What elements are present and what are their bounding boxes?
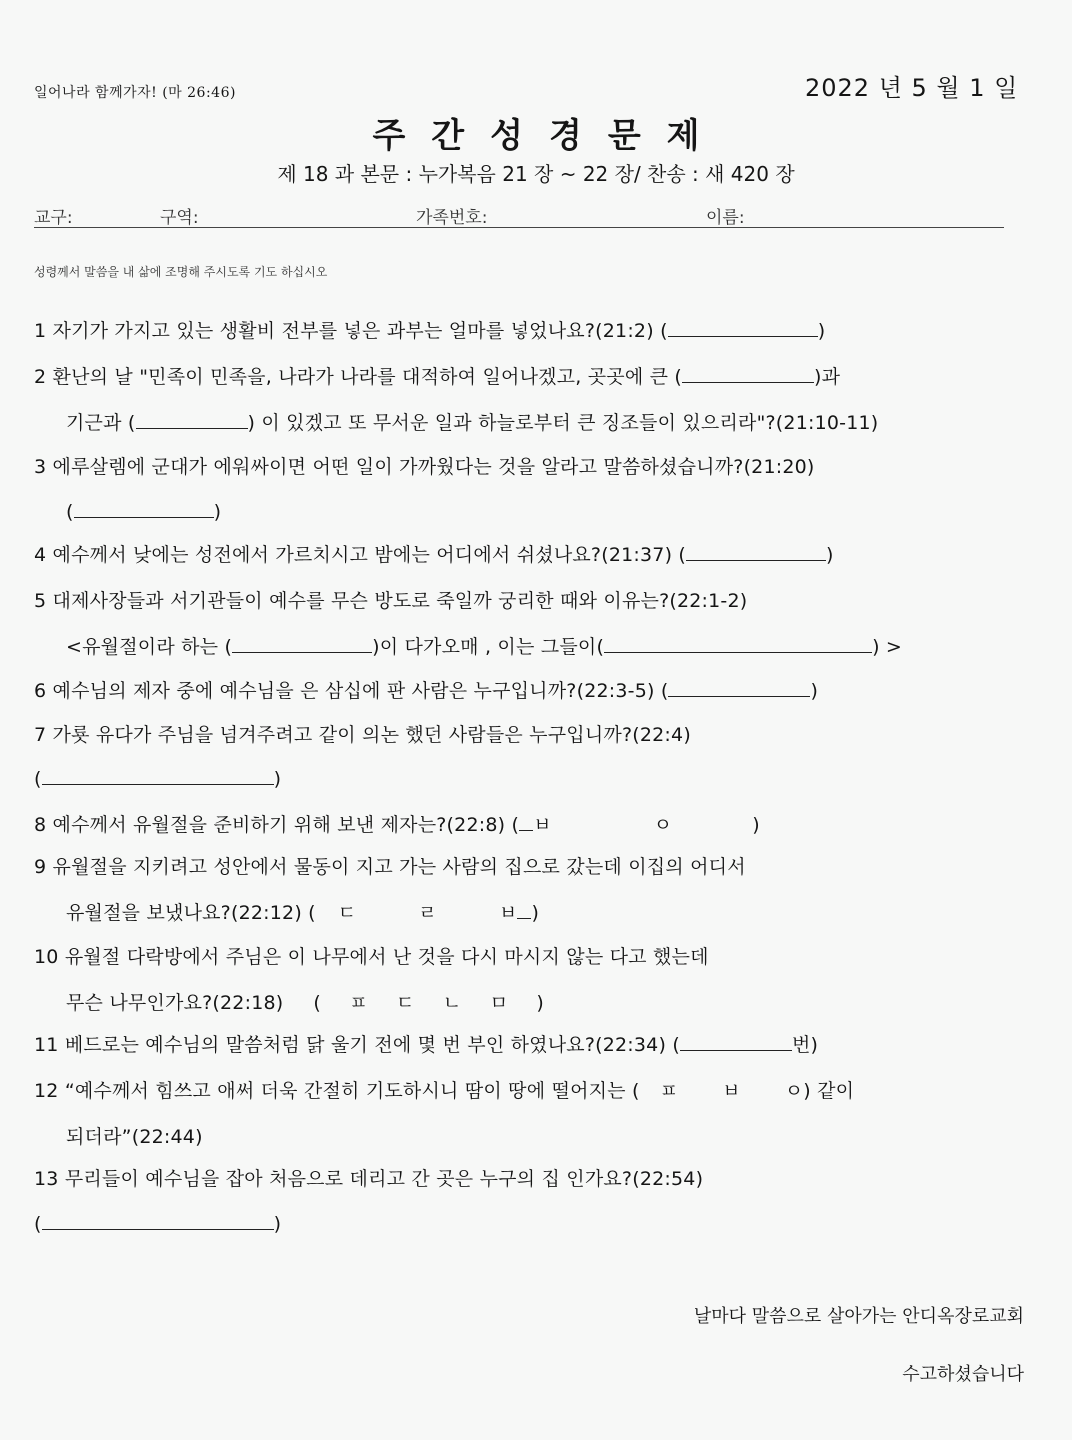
question-3: 3 에루살렘에 군대가 에워싸이면 어떤 일이 가까웠다는 것을 알라고 말씀하셨습니까?(21:20) [34, 456, 815, 478]
question-2-line-1: 2 환난의 날 "민족이 민족을, 나라가 나라를 대적하여 일어나겠고, 곳곳에 큰 ( )과 [34, 366, 841, 388]
prayer-note: 성령께서 말씀을 내 삶에 조명해 주시도록 기도 하십시오 [34, 265, 328, 279]
question-5-line-2: <유월절이라 하는 ( )이 다가오매 , 이는 그들이( ) > [66, 636, 903, 658]
question-3-answer: ( ) [66, 501, 222, 523]
district-field-label: 구역: [160, 208, 199, 228]
question-9-line-2: 유월절을 보냈나요?(22:12) ( ㄷ ㄹ ㅂ ) [66, 902, 540, 924]
answer-blank[interactable] [686, 543, 826, 561]
question-5-line-1: 5 대제사장들과 서기관들이 예수를 무슨 방도로 죽일까 궁리한 때와 이유는?(22:1-2) [34, 590, 748, 612]
church-field-label: 교구: [34, 208, 73, 228]
hint-initials: ( ㅍ ㄷ ㄴ ㅁ ) [313, 992, 545, 1014]
motto: 일어나라 함께가자! (마 26:46) [34, 85, 236, 101]
answer-blank[interactable] [74, 500, 214, 518]
name-field-label: 이름: [706, 208, 745, 228]
answer-blank[interactable] [42, 1212, 274, 1230]
answer-blank[interactable] [517, 901, 531, 919]
hint-initial: ㅍ [659, 1080, 679, 1102]
answer-blank[interactable] [682, 365, 814, 383]
answer-blank[interactable] [680, 1033, 792, 1051]
answer-blank[interactable] [232, 635, 372, 653]
hint-initial: ㅂ [533, 814, 552, 836]
question-13-answer: ( ) [34, 1213, 282, 1235]
answer-blank[interactable] [604, 635, 872, 653]
question-7: 7 가룟 유다가 주님을 넘겨주려고 같이 의논 했던 사람들은 누구입니까?(22:4) [34, 724, 691, 746]
hint-initial: ㅂ [498, 902, 518, 924]
answer-blank[interactable] [519, 830, 533, 831]
question-2-line-2: 기근과 ( ) 이 있겠고 또 무서운 일과 하늘로부터 큰 징조들이 있으리라"?(21:10-11) [66, 412, 879, 434]
question-4: 4 예수께서 낮에는 성전에서 가르치시고 밤에는 어디에서 쉬셨나요?(21:37) ( ) [34, 544, 834, 566]
question-11: 11 베드로는 예수님의 말씀처럼 닭 울기 전에 몇 번 부인 하였나요?(22:34) ( 번) [34, 1034, 819, 1056]
question-12-line-2: 되더라”(22:44) [66, 1126, 203, 1148]
hint-initial: ㄹ [418, 902, 437, 924]
thanks-note: 수고하셨습니다 [902, 1364, 1024, 1385]
fields-underline [34, 227, 1004, 228]
hint-initial: ㅇ [784, 1080, 804, 1102]
question-13: 13 무리들이 예수님을 잡아 처음으로 데리고 간 곳은 누구의 집 인가요?(22:54) [34, 1168, 704, 1190]
subtitle: 제 18 과 본문 : 누가복음 21 장 ~ 22 장/ 찬송 : 새 420 장 [277, 162, 795, 186]
page-title: 주간성경문제 [372, 116, 726, 156]
hint-initial: ㅇ [653, 814, 673, 836]
question-9-line-1: 9 유월절을 지키려고 성안에서 물동이 지고 가는 사람의 집으로 갔는데 이집의 어디서 [34, 856, 746, 878]
answer-blank[interactable] [668, 679, 810, 697]
question-12-line-1: 12 “예수께서 힘쓰고 애써 더욱 간절히 기도하시니 땀이 땅에 떨어지는 ( ㅍ ㅂ ㅇ) 같이 [34, 1080, 855, 1102]
question-6: 6 예수님의 제자 중에 예수님을 은 삼십에 판 사람은 누구입니까?(22:3-5) ( ) [34, 680, 819, 702]
answer-blank[interactable] [136, 411, 248, 429]
question-1: 1 자기가 가지고 있는 생활비 전부를 넣은 과부는 얼마를 넣었나요?(21:2) ( ) [34, 320, 826, 342]
answer-blank[interactable] [42, 767, 274, 785]
hint-initial: ㅂ [722, 1080, 741, 1102]
family-number-field-label: 가족번호: [416, 208, 488, 228]
answer-blank[interactable] [668, 319, 818, 337]
church-footer: 날마다 말씀으로 살아가는 안디옥장로교회 [693, 1306, 1024, 1327]
date: 2022 년 5 월 1 일 [805, 74, 1019, 102]
hint-initial: ㄷ [337, 902, 357, 924]
question-8: 8 예수께서 유월절을 준비하기 위해 보낸 제자는?(22:8) ( ㅂ ㅇ ) [34, 814, 760, 836]
question-10-line-1: 10 유월절 다락방에서 주님은 이 나무에서 난 것을 다시 마시지 않는 다고 했는데 [34, 946, 709, 968]
question-7-answer: ( ) [34, 768, 282, 790]
question-10-line-2: 무슨 나무인가요?(22:18) ( ㅍ ㄷ ㄴ ㅁ ) [66, 992, 545, 1014]
